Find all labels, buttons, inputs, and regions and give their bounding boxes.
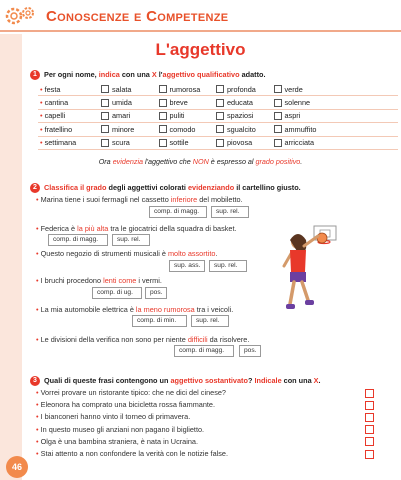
- grade-tag[interactable]: pos.: [239, 345, 261, 357]
- exercise-number: 2: [30, 183, 40, 193]
- adjective-label: arricciata: [284, 138, 315, 148]
- list-item: • Vorrei provare un ristorante tipico: che ne dici del cinese?: [36, 388, 226, 397]
- grade-tag[interactable]: sup. ass.: [169, 260, 205, 272]
- checkbox[interactable]: [365, 389, 374, 398]
- adjective-label: ammuffito: [284, 124, 317, 134]
- checkbox[interactable]: [101, 99, 109, 107]
- adjective-label: puliti: [169, 111, 185, 121]
- checkbox[interactable]: [159, 139, 167, 147]
- adjective-option: [274, 111, 344, 120]
- adjective-label: comodo: [169, 124, 196, 134]
- checkbox[interactable]: [159, 125, 167, 133]
- adjective-option: [274, 85, 344, 94]
- exercise-3-instructions: 3 Quali di queste frasi contengono un aggettivo sostantivato? Indicale con una X.: [30, 376, 321, 386]
- table-row: [38, 83, 398, 96]
- adjective-label: amari: [112, 111, 131, 121]
- grade-tag[interactable]: sup. rel.: [112, 234, 150, 246]
- adjective-option: [159, 125, 217, 134]
- page-sidebar: [0, 34, 22, 480]
- adjective-label: profonda: [227, 84, 256, 94]
- checkbox[interactable]: [365, 401, 374, 410]
- gears-icon: [4, 4, 44, 26]
- list-item: • Eleonora ha comprato una bicicletta rossa fiammante.: [36, 400, 215, 409]
- list-item: • Questo negozio di strumenti musicali è molto assortito.: [36, 249, 217, 258]
- grade-tag[interactable]: pos.: [145, 287, 167, 299]
- list-item: • Federica è la più alta tra le giocatrici della squadra di basket.: [36, 224, 237, 233]
- table-row: [38, 123, 398, 136]
- exercise-1-note: Ora evidenzia l'aggettivo che NON è espresso al grado positivo.: [98, 157, 303, 166]
- adjective-label: verde: [284, 84, 303, 94]
- checkbox[interactable]: [365, 425, 374, 434]
- adjective-choice-grid: [38, 83, 398, 150]
- adjective-label: breve: [169, 98, 188, 108]
- adjective-option: [159, 98, 217, 107]
- adjective-option: [274, 138, 344, 147]
- checkbox[interactable]: [365, 413, 374, 422]
- section-banner: [0, 0, 401, 34]
- checkbox[interactable]: [101, 139, 109, 147]
- adjective-label: salata: [112, 84, 132, 94]
- grade-tag[interactable]: sup. rel.: [211, 206, 249, 218]
- adjective-option: [101, 98, 159, 107]
- adjective-option: [101, 85, 159, 94]
- grade-tag[interactable]: comp. di min.: [132, 315, 187, 327]
- adjective-option: [101, 111, 159, 120]
- checkbox[interactable]: [365, 450, 374, 459]
- noun-label: • settimana: [38, 138, 101, 147]
- adjective-option: [159, 85, 217, 94]
- adjective-label: rumorosa: [169, 84, 201, 94]
- lesson-title: L'aggettivo: [155, 40, 246, 59]
- adjective-option: [159, 111, 217, 120]
- checkbox[interactable]: [274, 139, 282, 147]
- grade-tag[interactable]: comp. di ug.: [92, 287, 142, 299]
- grade-tag[interactable]: comp. di magg.: [174, 345, 234, 357]
- exercise-number: 1: [30, 70, 40, 80]
- grade-tag[interactable]: comp. di magg.: [48, 234, 108, 246]
- adjective-label: minore: [112, 124, 135, 134]
- list-item: • Stai attento a non confondere la verità con le notizie false.: [36, 449, 228, 458]
- exercise-2-instructions: 2 Classifica il grado degli aggettivi colorati evidenziando il cartellino giusto.: [30, 183, 301, 193]
- noun-label: • cantina: [38, 98, 101, 107]
- checkbox[interactable]: [159, 85, 167, 93]
- checkbox[interactable]: [101, 125, 109, 133]
- noun-label: • capelli: [38, 111, 101, 120]
- list-item: • Le divisioni della verifica non sono per niente difficili da risolvere.: [36, 335, 249, 344]
- adjective-label: sottile: [169, 138, 189, 148]
- checkbox[interactable]: [365, 437, 374, 446]
- checkbox[interactable]: [274, 125, 282, 133]
- adjective-label: spaziosi: [227, 111, 254, 121]
- list-item: • Olga è una bambina straniera, è nata in Ucraina.: [36, 437, 198, 446]
- checkbox[interactable]: [274, 85, 282, 93]
- adjective-label: sgualcito: [227, 124, 256, 134]
- checkbox[interactable]: [101, 85, 109, 93]
- table-row: [38, 96, 398, 109]
- list-item: • In questo museo gli anziani non pagano il biglietto.: [36, 425, 204, 434]
- adjective-option: [216, 85, 274, 94]
- list-item: • Marina tiene i suoi fermagli nel cassetto inferiore del mobiletto.: [36, 195, 243, 204]
- adjective-label: piovosa: [227, 138, 253, 148]
- adjective-option: [101, 138, 159, 147]
- adjective-option: [216, 138, 274, 147]
- adjective-label: solenne: [284, 98, 311, 108]
- exercise-1-instructions: 1 Per ogni nome, indica con una X l'aggettivo qualificativo adatto.: [30, 70, 266, 80]
- basketball-player-illustration: [278, 222, 338, 317]
- checkbox[interactable]: [274, 99, 282, 107]
- exercise-number: 3: [30, 376, 40, 386]
- banner-title: Conoscenze e Competenze: [46, 8, 229, 25]
- adjective-label: aspri: [284, 111, 301, 121]
- checkbox[interactable]: [216, 99, 224, 107]
- grade-tag[interactable]: comp. di magg.: [149, 206, 207, 218]
- adjective-option: [159, 138, 217, 147]
- checkbox[interactable]: [159, 99, 167, 107]
- checkbox[interactable]: [216, 125, 224, 133]
- adjective-option: [216, 111, 274, 120]
- checkbox[interactable]: [101, 112, 109, 120]
- adjective-option: [274, 125, 344, 134]
- adjective-option: [274, 98, 344, 107]
- grade-tag[interactable]: sup. rel.: [209, 260, 247, 272]
- adjective-option: [216, 98, 274, 107]
- page-number: 46: [6, 456, 28, 478]
- list-item: • La mia automobile elettrica è la meno rumorosa tra i veicoli.: [36, 305, 233, 314]
- table-row: [38, 137, 398, 150]
- grade-tag[interactable]: sup. rel.: [191, 315, 229, 327]
- adjective-label: umida: [112, 98, 132, 108]
- adjective-option: [216, 125, 274, 134]
- noun-label: • fratellino: [38, 125, 101, 134]
- list-item: • I bruchi procedono lenti come i vermi.: [36, 276, 162, 285]
- adjective-label: educata: [227, 98, 253, 108]
- checkbox[interactable]: [159, 112, 167, 120]
- table-row: [38, 110, 398, 123]
- checkbox[interactable]: [216, 112, 224, 120]
- checkbox[interactable]: [216, 85, 224, 93]
- adjective-option: [101, 125, 159, 134]
- adjective-label: scura: [112, 138, 130, 148]
- noun-label: • festa: [38, 85, 101, 94]
- banner-divider: [0, 30, 401, 32]
- list-item: • I bianconeri hanno vinto il torneo di primavera.: [36, 412, 190, 421]
- checkbox[interactable]: [274, 112, 282, 120]
- checkbox[interactable]: [216, 139, 224, 147]
